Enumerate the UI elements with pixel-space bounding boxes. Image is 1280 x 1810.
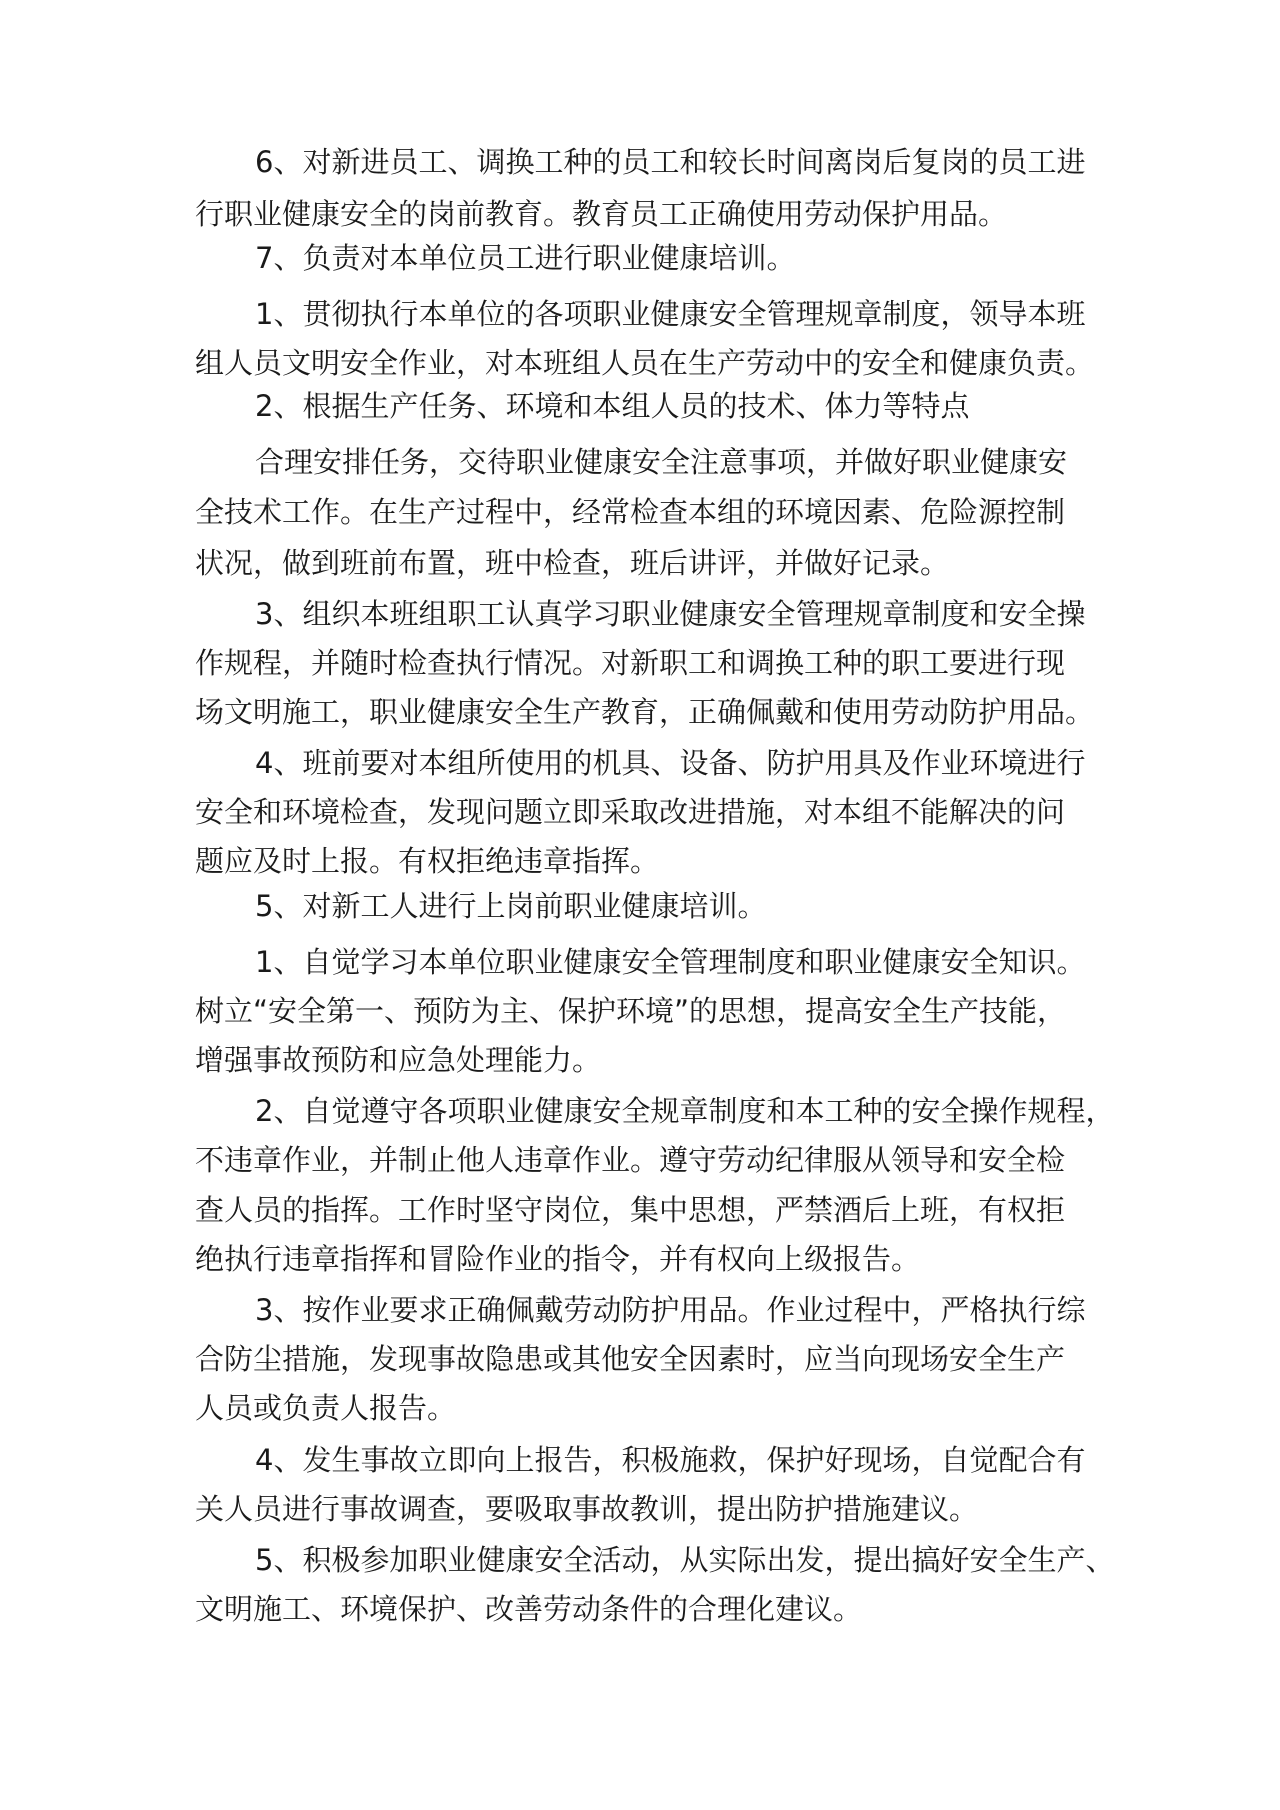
text-line: 7、负责对本单位员工进行职业健康培训。: [255, 241, 796, 275]
text-line: 增强事故预防和应急处理能力。: [195, 1043, 602, 1077]
text-line: 查人员的指挥。工作时坚守岗位，集中思想，严禁酒后上班，有权拒: [195, 1193, 1066, 1227]
text-line: 6、对新进员工、调换工种的员工和较长时间离岗后复岗的员工进: [255, 145, 1086, 179]
text-line: 2、根据生产任务、环境和本组人员的技术、体力等特点: [255, 389, 970, 423]
text-line: 4、发生事故立即向上报告，积极施救，保护好现场，自觉配合有: [255, 1443, 1086, 1477]
text-line: 2、自觉遵守各项职业健康安全规章制度和本工种的安全操作规程，: [255, 1094, 1115, 1128]
text-line: 关人员进行事故调查，要吸取事故教训，提出防护措施建议。: [195, 1492, 979, 1526]
text-line: 题应及时上报。有权拒绝违章指挥。: [195, 844, 660, 878]
text-line: 组人员文明安全作业，对本班组人员在生产劳动中的安全和健康负责。: [195, 346, 1095, 380]
text-line: 人员或负责人报告。: [195, 1391, 457, 1425]
text-line: 不违章作业，并制止他人违章作业。遵守劳动纪律服从领导和安全检: [195, 1143, 1066, 1177]
text-line: 3、按作业要求正确佩戴劳动防护用品。作业过程中，严格执行综: [255, 1293, 1086, 1327]
text-line: 树立“安全第一、预防为主、保护环境”的思想，提高安全生产技能，: [195, 994, 1067, 1028]
text-line: 合防尘措施，发现事故隐患或其他安全因素时，应当向现场安全生产: [195, 1342, 1066, 1376]
text-line: 绝执行违章指挥和冒险作业的指令，并有权向上级报告。: [195, 1242, 921, 1276]
text-line: 5、积极参加职业健康安全活动，从实际出发，提出搞好安全生产、: [255, 1543, 1115, 1577]
text-line: 1、自觉学习本单位职业健康安全管理制度和职业健康安全知识。: [255, 945, 1086, 979]
text-line: 行职业健康安全的岗前教育。教育员工正确使用劳动保护用品。: [195, 197, 1008, 231]
text-line: 全技术工作。在生产过程中，经常检查本组的环境因素、危险源控制: [195, 495, 1066, 529]
text-line: 场文明施工，职业健康安全生产教育，正确佩戴和使用劳动防护用品。: [195, 695, 1095, 729]
text-line: 合理安排任务，交待职业健康安全注意事项，并做好职业健康安: [255, 445, 1068, 479]
text-line: 作规程，并随时检查执行情况。对新职工和调换工种的职工要进行现: [195, 646, 1066, 680]
text-line: 3、组织本班组职工认真学习职业健康安全管理规章制度和安全操: [255, 597, 1086, 631]
text-line: 5、对新工人进行上岗前职业健康培训。: [255, 889, 767, 923]
text-line: 1、贯彻执行本单位的各项职业健康安全管理规章制度，领导本班: [255, 297, 1086, 331]
text-line: 状况，做到班前布置，班中检查，班后讲评，并做好记录。: [195, 546, 950, 580]
text-line: 安全和环境检查，发现问题立即采取改进措施，对本组不能解决的问: [195, 795, 1066, 829]
text-line: 4、班前要对本组所使用的机具、设备、防护用具及作业环境进行: [255, 746, 1086, 780]
text-line: 文明施工、环境保护、改善劳动条件的合理化建议。: [195, 1592, 863, 1626]
